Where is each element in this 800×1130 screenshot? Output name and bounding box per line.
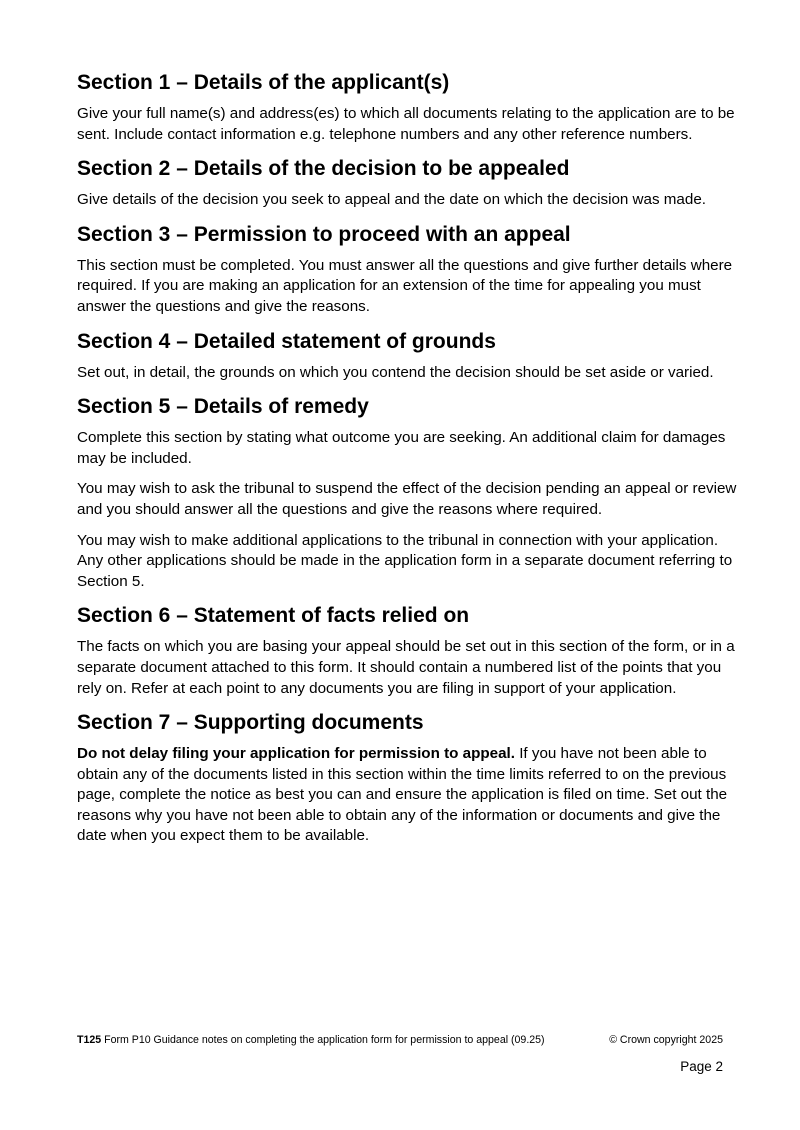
section-7-body: If you have not been able to obtain any of the documents listed in this section within the time limits referred to on the previous page, complete the notice as best you can and ensure the application is filed on time. Set out the reasons why you have not been able to obtain any of the information or documents and give the date when you expect them to be available. xyxy=(77,745,728,845)
page-footer xyxy=(77,1033,723,1047)
section-2-heading: Section 2 – Details of the decision to be appealed xyxy=(77,157,570,181)
section-3 xyxy=(77,222,737,318)
section-7 xyxy=(77,710,737,847)
footer-copyright: © Crown copyright 2025 xyxy=(609,1034,723,1046)
section-5-text-3: You may wish to make additional applications to the tribunal in connection with your application. Any other applications should be made in the application form in a separate document referring to Section 5. xyxy=(77,531,733,590)
section-4 xyxy=(77,329,737,384)
section-4-text: Set out, in detail, the grounds on which you contend the decision should be set aside or varied. xyxy=(77,363,714,381)
section-7-text xyxy=(77,744,737,847)
section-5-text-1: Complete this section by stating what outcome you are seeking. An additional claim for damages may be included. xyxy=(77,429,726,467)
footer-form-title: Form P10 Guidance notes on completing the application form for permission to appeal (09.25) xyxy=(101,1034,545,1046)
section-5-text-2: You may wish to ask the tribunal to suspend the effect of the decision pending an appeal or review and you should answer all the questions and give the reasons where required. xyxy=(77,480,737,518)
section-3-text: This section must be completed. You must answer all the questions and give further details where required. If you are making an application for an extension of the time for appealing you must answer the questions and give the reasons. xyxy=(77,256,733,315)
section-6-text: The facts on which you are basing your appeal should be set out in this section of the form, or in a separate document attached to this form. It should contain a numbered list of the points that you rely on. Refer at each point to any documents you are filing in support of your application. xyxy=(77,638,735,697)
section-5 xyxy=(77,394,737,592)
section-6 xyxy=(77,603,737,699)
section-2-text: Give details of the decision you seek to appeal and the date on which the decision was made. xyxy=(77,191,706,209)
section-1-heading: Section 1 – Details of the applicant(s) xyxy=(77,71,450,94)
document-body xyxy=(77,70,737,857)
page-number: Page 2 xyxy=(680,1059,723,1074)
section-2 xyxy=(77,156,737,211)
section-4-heading: Section 4 – Detailed statement of grounds xyxy=(77,329,496,353)
section-7-bold-lead: Do not delay filing your application for permission to appeal. xyxy=(77,745,515,763)
section-3-heading: Section 3 – Permission to proceed with an appeal xyxy=(77,222,571,246)
footer-form-info xyxy=(77,1033,545,1047)
section-7-heading: Section 7 – Supporting documents xyxy=(77,711,424,735)
section-1 xyxy=(77,70,737,145)
section-1-text: Give your full name(s) and address(es) to which all documents relating to the application are to be sent. Include contact information e.g. telephone numbers and any other reference numbers. xyxy=(77,105,735,143)
section-6-heading: Section 6 – Statement of facts relied on xyxy=(77,604,470,628)
footer-form-code: T125 xyxy=(77,1034,102,1046)
section-5-heading: Section 5 – Details of remedy xyxy=(77,395,369,419)
